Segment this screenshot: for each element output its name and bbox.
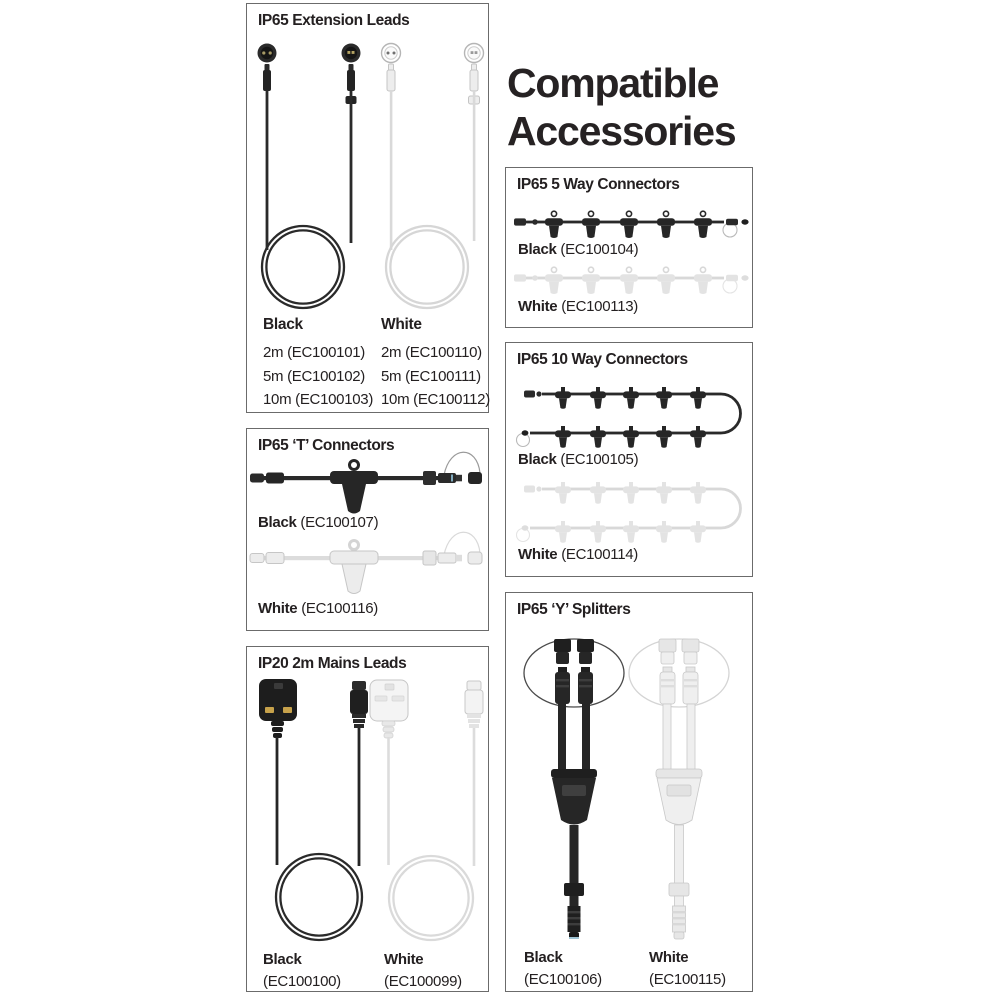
ten-way-black-label: Black (EC100105) — [518, 451, 639, 468]
t-connectors-white-label: White (EC100116) — [258, 600, 378, 617]
mains-leads-white-label: White (EC100099) — [384, 951, 462, 990]
y-splitters-box — [505, 592, 753, 992]
extension-leads-title: IP65 Extension Leads — [258, 12, 410, 29]
product-code-row: 5m (EC100111) — [381, 367, 481, 385]
y-splitters-black-label: Black (EC100106) — [524, 949, 602, 988]
y-splitters-illustration — [506, 593, 752, 991]
mains-leads-title: IP20 2m Mains Leads — [258, 655, 407, 672]
t-connectors-title: IP65 ‘T’ Connectors — [258, 437, 395, 454]
five-way-black-label: Black (EC100104) — [518, 241, 639, 258]
ten-way-white-label: White (EC100114) — [518, 546, 638, 563]
product-code-row: 5m (EC100102) — [263, 367, 365, 385]
variant-label: Black — [263, 316, 303, 333]
extension-leads-box — [246, 3, 489, 413]
five-way-connectors-title: IP65 5 Way Connectors — [517, 176, 680, 193]
page-title-line1: Compatible — [507, 60, 719, 107]
ten-way-connectors-title: IP65 10 Way Connectors — [517, 351, 688, 368]
product-code-row: 10m (EC100103) — [263, 391, 374, 408]
five-way-white-label: White (EC100113) — [518, 298, 638, 315]
product-code-row: 2m (EC100110) — [381, 344, 482, 361]
y-splitters-white-label: White (EC100115) — [649, 949, 726, 988]
extension-leads-black-column — [263, 316, 373, 412]
mains-leads-box — [246, 646, 489, 992]
page-title-line2: Accessories — [507, 108, 736, 155]
ten-way-connectors-box — [505, 342, 753, 577]
t-connectors-box — [246, 428, 489, 631]
five-way-connectors-box — [505, 167, 753, 328]
mains-leads-black-label: Black (EC100100) — [263, 951, 341, 990]
product-code-row: 10m (EC100112) — [381, 391, 490, 408]
product-code-row: 2m (EC100101) — [263, 344, 365, 361]
page-title — [507, 59, 787, 155]
y-splitters-title: IP65 ‘Y’ Splitters — [517, 601, 631, 618]
mains-leads-illustration — [247, 647, 488, 991]
extension-leads-white-column — [381, 316, 490, 412]
t-connectors-black-label: Black (EC100107) — [258, 514, 379, 531]
variant-label: White — [381, 316, 422, 333]
